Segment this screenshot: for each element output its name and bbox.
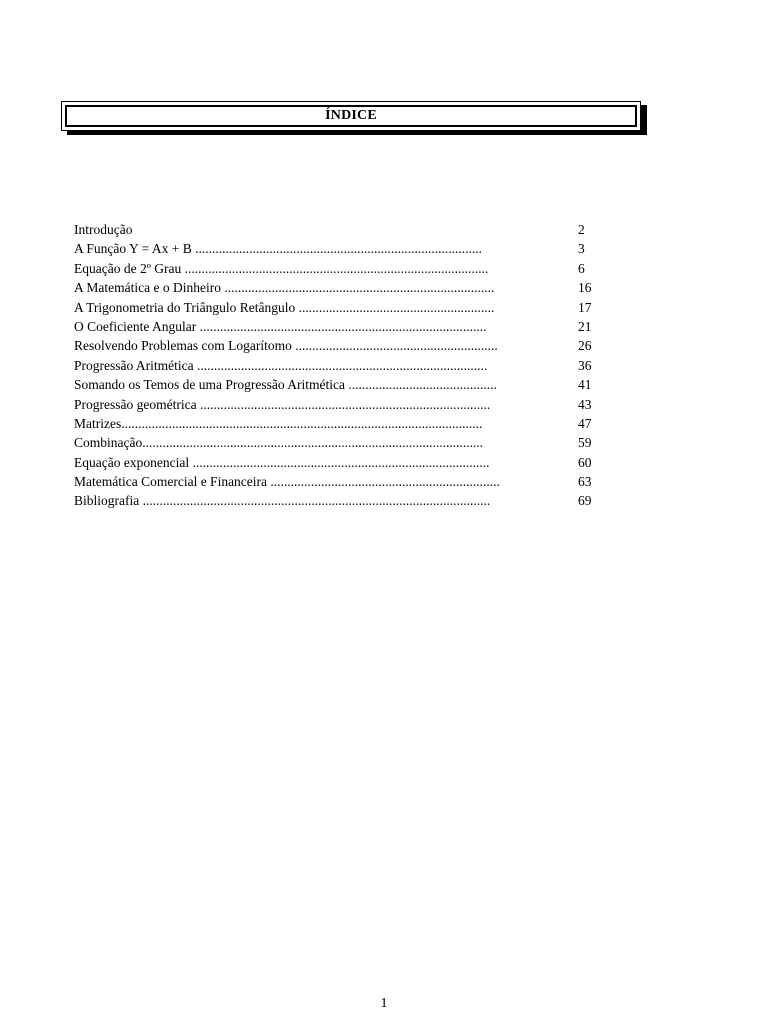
toc-entry-page: 36 xyxy=(578,357,592,373)
toc-entry xyxy=(74,453,604,472)
toc-entry-title: A Função Y = Ax + B ..................................................................................... xyxy=(74,241,482,257)
toc-entry xyxy=(74,317,604,336)
toc-entry xyxy=(74,375,604,394)
toc-entry-page: 6 xyxy=(578,260,585,276)
toc-entry-page: 60 xyxy=(578,454,592,470)
page-number: 1 xyxy=(380,996,388,1011)
toc-entry-page: 43 xyxy=(578,396,592,412)
toc-entry-title: Combinação..................................................................................................... xyxy=(74,435,484,451)
toc-entry-page: 26 xyxy=(578,338,592,354)
toc-entry xyxy=(74,298,604,317)
toc-entry-page: 59 xyxy=(578,435,592,451)
toc-entry xyxy=(74,433,604,452)
toc-entry-title: A Matemática e o Dinheiro ................................................................................ xyxy=(74,280,495,296)
toc-entry xyxy=(74,239,604,258)
index-title-box xyxy=(61,101,641,131)
toc-entry-title: Equação exponencial ........................................................................................ xyxy=(74,454,490,470)
toc-entry-title: Somando os Temos de uma Progressão Aritmética ............................................ xyxy=(74,377,497,393)
toc-entry-page: 17 xyxy=(578,299,592,315)
toc-entry xyxy=(74,395,604,414)
index-title-frame xyxy=(65,105,637,127)
toc-entry-page: 69 xyxy=(578,493,592,509)
toc-entry xyxy=(74,220,604,239)
toc-entry-page: 3 xyxy=(578,241,585,257)
toc-entry-page: 21 xyxy=(578,318,592,334)
toc-entry-title: O Coeficiente Angular ..................................................................................... xyxy=(74,318,487,334)
toc-entry-title: Matemática Comercial e Financeira .................................................................... xyxy=(74,474,500,490)
toc-entry xyxy=(74,414,604,433)
toc-entry xyxy=(74,336,604,355)
toc-entry-title: Equação de 2º Grau .......................................................................................... xyxy=(74,260,489,276)
toc-entry xyxy=(74,472,604,491)
toc-entry-page: 63 xyxy=(578,474,592,490)
page-title: ÍNDICE xyxy=(325,108,377,123)
toc-entry-title: Progressão Aritmética ...................................................................................... xyxy=(74,357,488,373)
toc-entry-title: Resolvendo Problemas com Logarítomo ............................................................ xyxy=(74,338,498,354)
toc-entry-title: Bibliografia ....................................................................................................... xyxy=(74,493,491,509)
toc-entry xyxy=(74,356,604,375)
toc-entry-page: 47 xyxy=(578,415,592,431)
toc-entry-title: Progressão geométrica ...................................................................................... xyxy=(74,396,491,412)
toc-entry xyxy=(74,491,604,510)
toc-entry-title: A Trigonometria do Triângulo Retângulo .......................................................... xyxy=(74,299,495,315)
toc-entry-title: Introdução xyxy=(74,222,133,237)
table-of-contents xyxy=(74,220,604,511)
toc-entry-page: 2 xyxy=(578,222,585,237)
toc-entry xyxy=(74,259,604,278)
toc-entry-title: Matrizes........................................................................................................... xyxy=(74,415,483,431)
toc-entry-page: 16 xyxy=(578,280,592,296)
toc-entry xyxy=(74,278,604,297)
toc-entry-page: 41 xyxy=(578,377,592,393)
